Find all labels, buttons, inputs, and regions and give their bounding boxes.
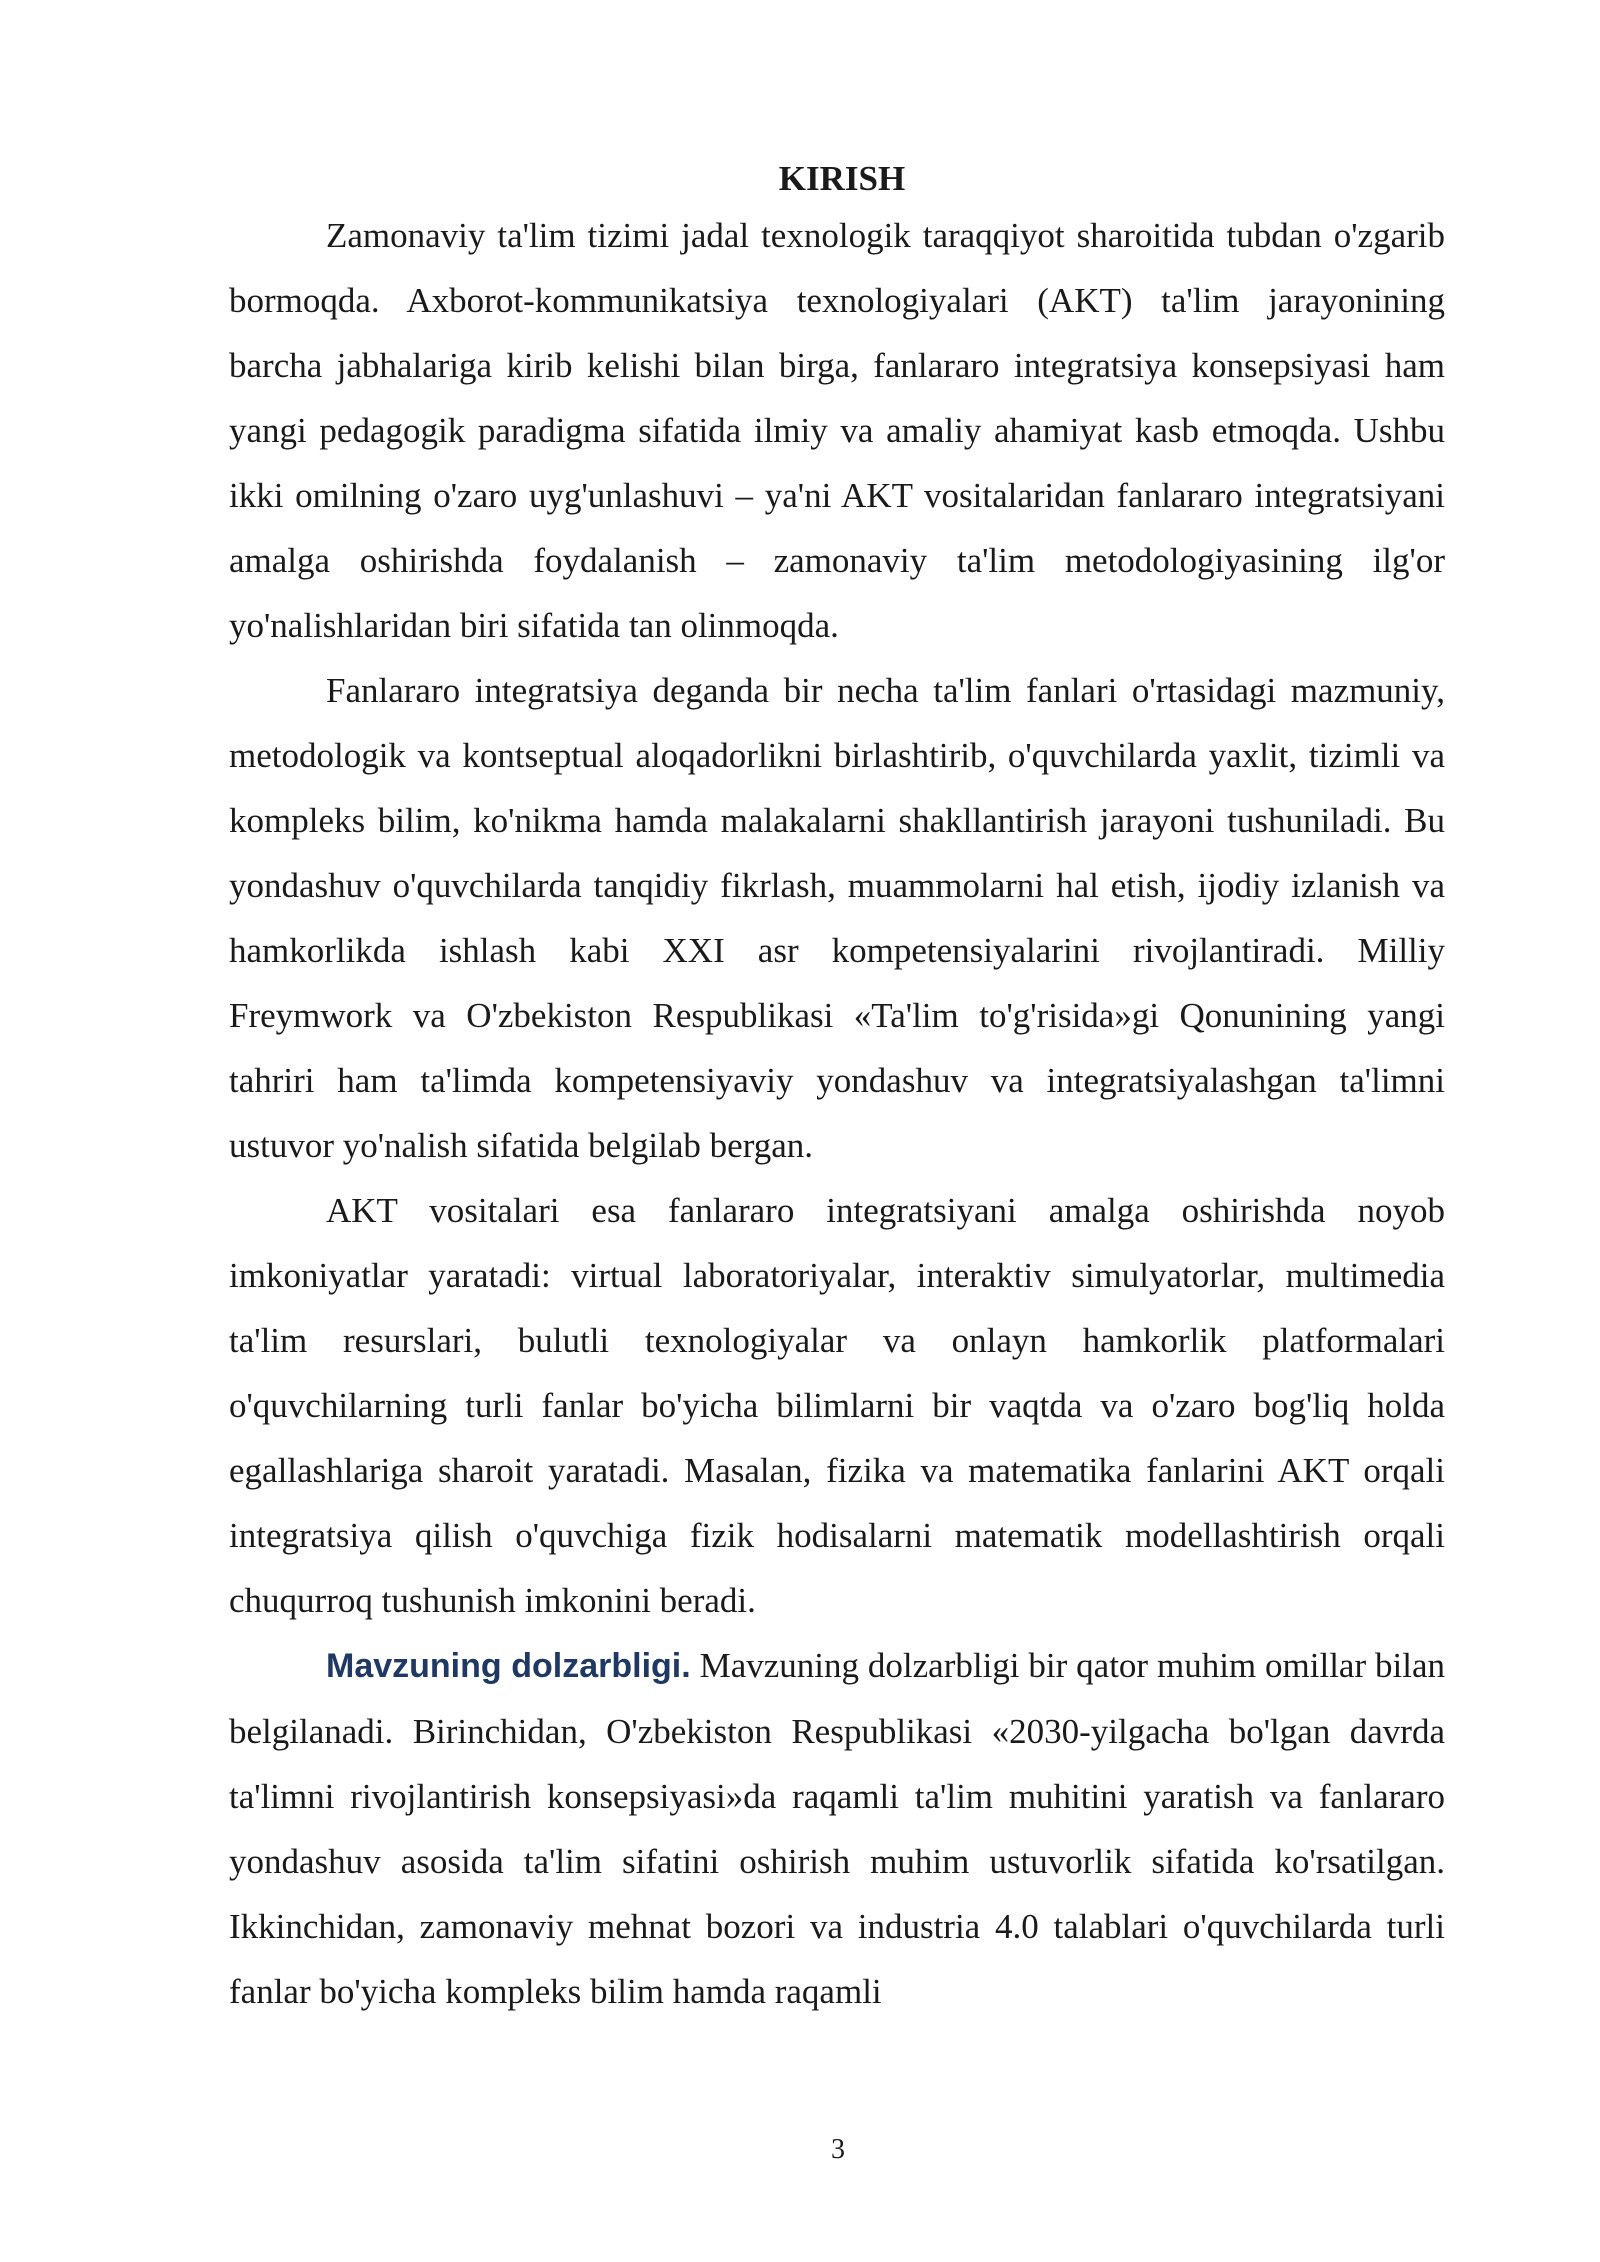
paragraph-1: Zamonaviy ta'lim tizimi jadal texnologik taraqqiyot sharoitida tubdan o'zgarib bormoqda. Axborot-kommunikatsiya texnologiyalari (AKT) ta'lim jarayonining barcha jabhalariga kirib kelishi bilan birga, fanlararo integratsiya konsepsiyasi ham yangi pedagogik paradigma sifatida ilmiy va amaliy ahamiyat kasb etmoqda. Ushbu ikki omilning o'zaro uyg'unlashuvi – ya'ni AKT vositalaridan fanlararo integratsiyani amalga oshirishda foydalanish – zamonaviy ta'lim metodologiyasining ilg'or yo'nalishlaridan biri sifatida tan olinmoqda.: [229, 216, 1445, 645]
page-content: [229, 155, 1445, 2024]
paragraph-relevance: [229, 1633, 1445, 2024]
page-number: 3: [831, 2134, 845, 2165]
page-title: KIRISH: [778, 159, 906, 198]
paragraph-3: AKT vositalari esa fanlararo integratsiyani amalga oshirishda noyob imkoniyatlar yaratadi: virtual laboratoriyalar, interaktiv simulyatorlar, multimedia ta'lim resurslari, bulutli texnologiyalar va onlayn hamkorlik platformalari o'quvchilarning turli fanlar bo'yicha bilimlarni bir vaqtda va o'zaro bog'liq holda egallashlariga sharoit yaratadi. Masalan, fizika va matematika fanlarini AKT orqali integratsiya qilish o'quvchiga fizik hodisalarni matematik modellashtirish orqali chuqurroq tushunish imkonini beradi.: [229, 1191, 1445, 1620]
relevance-heading: Mavzuning dolzarbligi.: [326, 1647, 691, 1685]
paragraph-2: Fanlararo integratsiya deganda bir necha ta'lim fanlari o'rtasidagi mazmuniy, metodologik va kontseptual aloqadorlikni birlashtirib, o'quvchilarda yaxlit, tizimli va kompleks bilim, ko'nikma hamda malakalarni shakllantirish jarayoni tushuniladi. Bu yondashuv o'quvchilarda tanqidiy fikrlash, muammolarni hal etish, ijodiy izlanish va hamkorlikda ishlash kabi XXI asr kompetensiyalarini rivojlantiradi. Milliy Freymwork va O'zbekiston Respublikasi «Ta'lim to'g'risida»gi Qonunining yangi tahriri ham ta'limda kompetensiyaviy yondashuv va integratsiyalashgan ta'limni ustuvor yo'nalish sifatida belgilab bergan.: [229, 671, 1445, 1165]
relevance-text: Mavzuning dolzarbligi bir qator muhim omillar bilan belgilanadi. Birinchidan, O'zbekiston Respublikasi «2030-yilgacha bo'lgan davrda ta'limni rivojlantirish konsepsiyasi»da raqamli ta'lim muhitini yaratish va fanlararo yondashuv asosida ta'lim sifatini oshirish muhim ustuvorlik sifatida ko'rsatilgan. Ikkinchidan, zamonaviy mehnat bozori va industria 4.0 talablari o'quvchilarda turli fanlar bo'yicha kompleks bilim hamda raqamli: [229, 1646, 1445, 2011]
